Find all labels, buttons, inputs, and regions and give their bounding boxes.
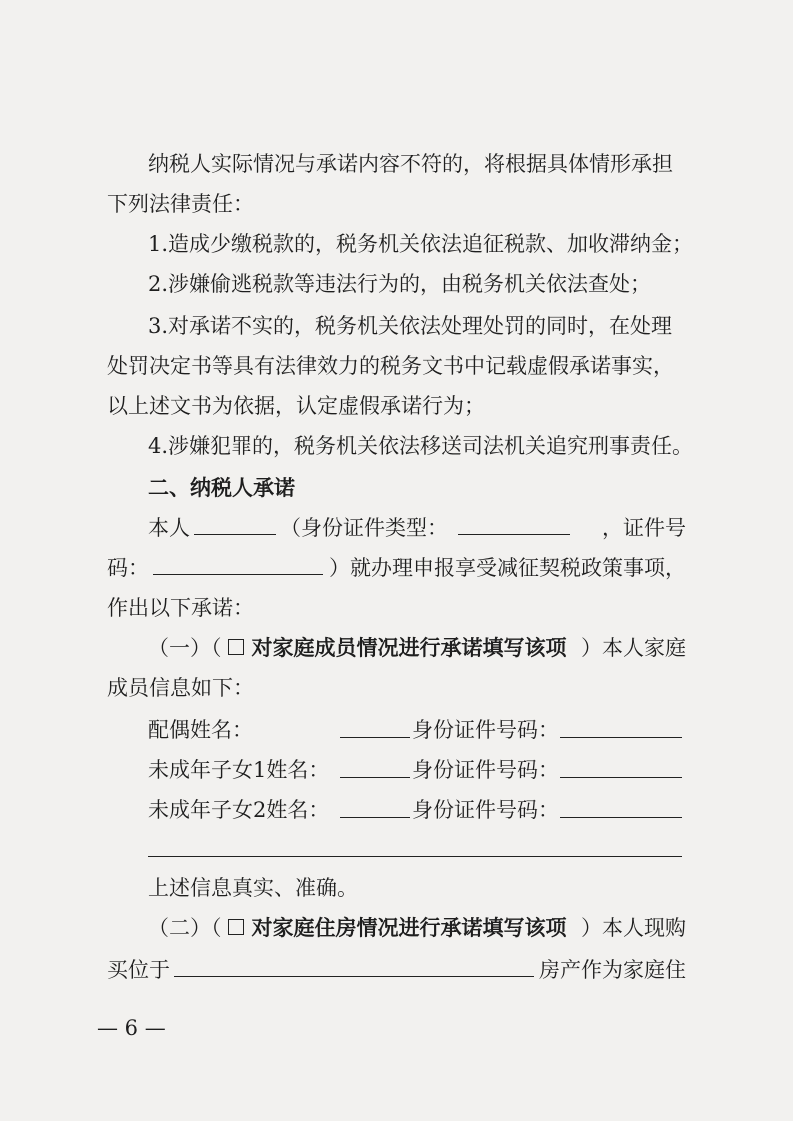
child-2-id-blank[interactable] (560, 797, 682, 818)
clause-2-header (148, 914, 686, 942)
clause-1-title: 对家庭成员情况进行承诺填写该项 (251, 636, 567, 660)
clause-2-text: ）本人现购 (581, 916, 686, 940)
liability-item-4: 4.涉嫌犯罪的，税务机关依法移送司法机关追究刑事责任。 (148, 434, 694, 458)
id-type-label: （身份证件类型： (280, 516, 448, 540)
id-number-label-cont: 码： (107, 556, 149, 580)
section-heading: 二、纳税人承诺 (148, 476, 295, 500)
clause-2-checkbox[interactable] (228, 919, 244, 935)
liability-item-3-line-3: 以上述文书为依据，认定虚假承诺行为； (107, 394, 485, 418)
clause-2-title: 对家庭住房情况进行承诺填写该项 (251, 916, 567, 940)
liability-item-3-line-2: 处罚决定书等具有法律效力的税务文书中记载虚假承诺事实， (107, 354, 674, 378)
property-address-blank[interactable] (174, 956, 534, 977)
taxpayer-identity-line (148, 514, 686, 542)
child-2-id-label: 身份证件号码： (412, 798, 559, 822)
child-1-id-blank[interactable] (560, 757, 682, 778)
page-number: — 6 — (97, 1016, 166, 1040)
spouse-name-blank[interactable] (340, 717, 410, 738)
self-label: 本人 (148, 516, 190, 540)
clause-2-line-2 (107, 956, 686, 984)
liability-intro-line-1 (148, 150, 686, 178)
liability-item-3-line-1: 3.对承诺不实的，税务机关依法处理处罚的同时，在处理 (148, 314, 673, 338)
id-type-blank[interactable] (458, 514, 570, 535)
clause-1-line-2: 成员信息如下： (107, 676, 254, 700)
clause-1-header (148, 634, 686, 662)
commitment-intro: 作出以下承诺： (107, 596, 254, 620)
spouse-name-label: 配偶姓名： (148, 718, 253, 742)
commitment-matter-text: ）就办理申报享受减征契税政策事项， (329, 556, 686, 580)
id-number-label: ，证件号 (602, 516, 686, 540)
clause-1-checkbox[interactable] (228, 639, 244, 655)
liability-item-2: 2.涉嫌偷逃税款等违法行为的，由税务机关依法查处； (148, 272, 652, 296)
child-1-name-label: 未成年子女1姓名： (148, 758, 330, 782)
child-2-name-blank[interactable] (340, 797, 410, 818)
name-blank[interactable] (194, 514, 276, 535)
spouse-id-blank[interactable] (560, 717, 682, 738)
property-purpose-text: 房产作为家庭住 (539, 958, 686, 982)
child-1-id-label: 身份证件号码： (412, 758, 559, 782)
info-confirmation: 上述信息真实、准确。 (148, 876, 358, 900)
property-location-label: 买位于 (107, 958, 170, 982)
id-number-blank[interactable] (153, 554, 323, 575)
clause-1-number: （一）（ (148, 636, 222, 660)
child-2-name-label: 未成年子女2姓名： (148, 798, 330, 822)
liability-intro-text-1: 纳税人实际情况与承诺内容不符的，将根据具体情形承担 (148, 152, 673, 176)
spouse-id-label: 身份证件号码： (412, 718, 559, 742)
id-number-line (107, 554, 686, 582)
clause-2-number: （二）（ (148, 916, 222, 940)
clause-1-text: ）本人家庭 (581, 636, 686, 660)
liability-item-1: 1.造成少缴税款的，税务机关依法追征税款、加收滞纳金； (148, 232, 694, 256)
liability-intro-line-2: 下列法律责任： (107, 192, 254, 216)
extra-entry-line[interactable] (148, 856, 682, 857)
child-1-name-blank[interactable] (340, 757, 410, 778)
